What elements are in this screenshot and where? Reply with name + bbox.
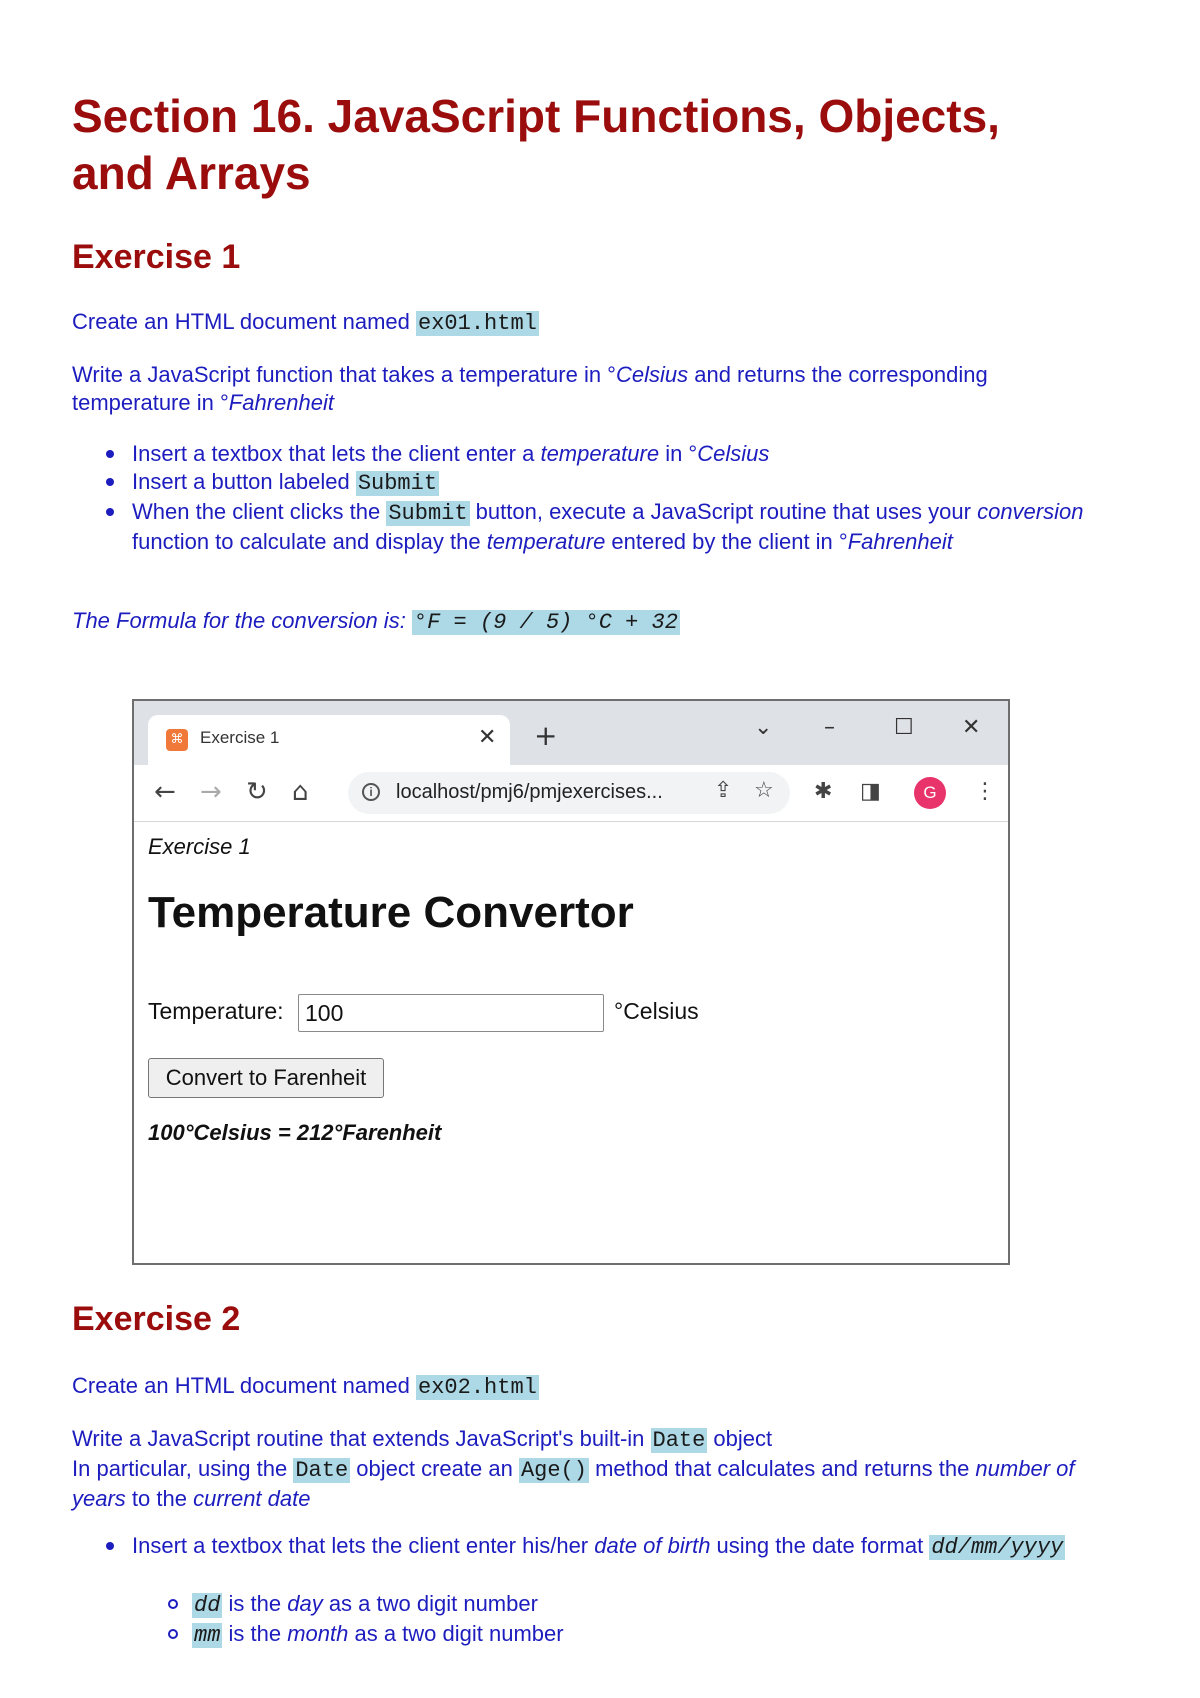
ex1-formula-line <box>72 607 1112 637</box>
result-text: 100°Celsius = 212°Farenheit <box>148 1120 442 1145</box>
ex2-bullet-list <box>72 1532 1092 1562</box>
text: method that calculates and returns the <box>588 1456 976 1481</box>
text: function to calculate and display the <box>132 529 487 554</box>
extensions-icon[interactable]: ✱ <box>814 779 833 804</box>
code: Submit <box>357 471 438 496</box>
formula: °F = (9 / 5) °C + 32 <box>413 610 678 635</box>
code: mm <box>194 1623 221 1648</box>
text: In particular, using the <box>72 1456 294 1481</box>
ex1-write-2: and returns the corresponding temperature in ° <box>72 362 988 415</box>
xampp-favicon-icon: ⌘ <box>166 729 188 751</box>
text: Insert a button labeled <box>132 469 356 494</box>
text: Insert a textbox that lets the client enter a <box>132 441 541 466</box>
code: Date <box>295 1458 349 1483</box>
url-text: localhost/pmj6/pmjexercises... <box>396 781 663 803</box>
chevron-down-icon[interactable]: ⌄ <box>754 715 773 740</box>
bookmark-star-icon[interactable]: ☆ <box>754 778 774 803</box>
exercise-2-heading: Exercise 2 <box>72 1300 241 1338</box>
text: date of birth <box>594 1533 711 1558</box>
text: conversion <box>977 499 1084 524</box>
ex2-filename: ex02.html <box>418 1375 537 1400</box>
home-icon[interactable]: ⌂ <box>292 777 309 807</box>
reload-icon[interactable]: ↻ <box>246 777 268 807</box>
text: is the <box>222 1591 288 1616</box>
ex1-bullet-list <box>72 440 1092 556</box>
info-icon[interactable]: i <box>362 783 380 801</box>
code: Age() <box>520 1458 587 1483</box>
list-item <box>72 468 1092 498</box>
page-title: Temperature Convertor <box>148 888 634 937</box>
unit-label: °Celsius <box>614 998 699 1024</box>
bullet-icon <box>106 478 114 486</box>
text: temperature <box>540 441 660 466</box>
temperature-input[interactable] <box>298 994 604 1032</box>
ex1-description <box>72 361 1102 417</box>
ex2-sub-list <box>72 1590 1092 1650</box>
text: Write a JavaScript routine that extends JavaScript's built-in <box>72 1426 651 1451</box>
address-bar[interactable] <box>348 772 790 814</box>
code: Submit <box>388 501 468 526</box>
text: object <box>707 1426 773 1451</box>
side-panel-icon[interactable]: ◨ <box>860 779 881 804</box>
text: month <box>287 1621 349 1646</box>
close-window-icon[interactable]: ✕ <box>962 715 981 740</box>
browser-toolbar <box>134 765 1008 822</box>
ex1-fahrenheit: Fahrenheit <box>228 390 334 415</box>
ex1-create-text: Create an HTML document named <box>72 309 417 334</box>
section-title: Section 16. JavaScript Functions, Objects, and Arrays <box>72 90 1000 199</box>
exercise-1-heading: Exercise 1 <box>72 238 241 276</box>
text: to the <box>125 1486 194 1511</box>
text: using the date format <box>710 1533 930 1558</box>
close-tab-icon[interactable]: ✕ <box>478 725 497 750</box>
new-tab-icon[interactable]: + <box>534 719 558 752</box>
text: object create an <box>350 1456 519 1481</box>
text: as a two digit number <box>322 1591 538 1616</box>
temperature-label: Temperature: <box>148 998 284 1024</box>
code: dd <box>194 1593 221 1618</box>
forward-icon[interactable]: → <box>200 777 222 807</box>
ex1-celsius: Celsius <box>615 362 689 387</box>
bullet-icon <box>106 1542 114 1550</box>
text: temperature <box>486 529 606 554</box>
ex1-filename: ex01.html <box>418 311 537 336</box>
bullet-icon <box>106 508 114 516</box>
maximize-icon[interactable]: ☐ <box>894 715 914 740</box>
formula-label: The Formula for the conversion is: <box>72 608 412 633</box>
text: in ° <box>659 441 698 466</box>
text: entered by the client in ° <box>605 529 848 554</box>
text: current date <box>193 1486 311 1511</box>
ex2-create-text: Create an HTML document named <box>72 1373 417 1398</box>
convert-button[interactable]: Convert to Farenheit <box>148 1058 384 1098</box>
bullet-icon <box>106 450 114 458</box>
tab-bar <box>134 701 1008 765</box>
list-item <box>72 1620 1092 1650</box>
tab-title: Exercise 1 <box>200 728 280 747</box>
text: button, execute a JavaScript routine that uses your <box>469 499 978 524</box>
text: is the <box>222 1621 288 1646</box>
text: Celsius <box>697 441 770 466</box>
text: day <box>287 1591 323 1616</box>
list-item <box>72 498 1092 556</box>
minimize-icon[interactable]: – <box>824 715 835 740</box>
code: Date <box>652 1428 706 1453</box>
ex1-write-1: Write a JavaScript function that takes a temperature in ° <box>72 362 616 387</box>
share-icon[interactable]: ⇪ <box>714 778 733 803</box>
text: When the client clicks the <box>132 499 387 524</box>
more-menu-icon[interactable]: ⋮ <box>974 779 996 804</box>
text: number of years <box>72 1456 1075 1511</box>
back-icon[interactable]: ← <box>154 777 176 807</box>
code: dd/mm/yyyy <box>931 1535 1064 1560</box>
browser-window-screenshot <box>132 699 1010 1265</box>
text: as a two digit number <box>348 1621 564 1646</box>
ex2-create-line <box>72 1372 1112 1402</box>
list-item <box>72 440 1092 468</box>
text: Fahrenheit <box>847 529 953 554</box>
list-item <box>72 1590 1092 1620</box>
browser-tab[interactable] <box>148 715 510 765</box>
text: Insert a textbox that lets the client enter his/her <box>132 1533 595 1558</box>
page-subtitle: Exercise 1 <box>148 834 251 859</box>
hollow-bullet-icon <box>168 1629 178 1639</box>
hollow-bullet-icon <box>168 1599 178 1609</box>
ex1-create-line <box>72 308 1112 338</box>
list-item <box>72 1532 1092 1562</box>
ex2-description <box>72 1425 1112 1513</box>
avatar[interactable]: G <box>914 777 946 809</box>
